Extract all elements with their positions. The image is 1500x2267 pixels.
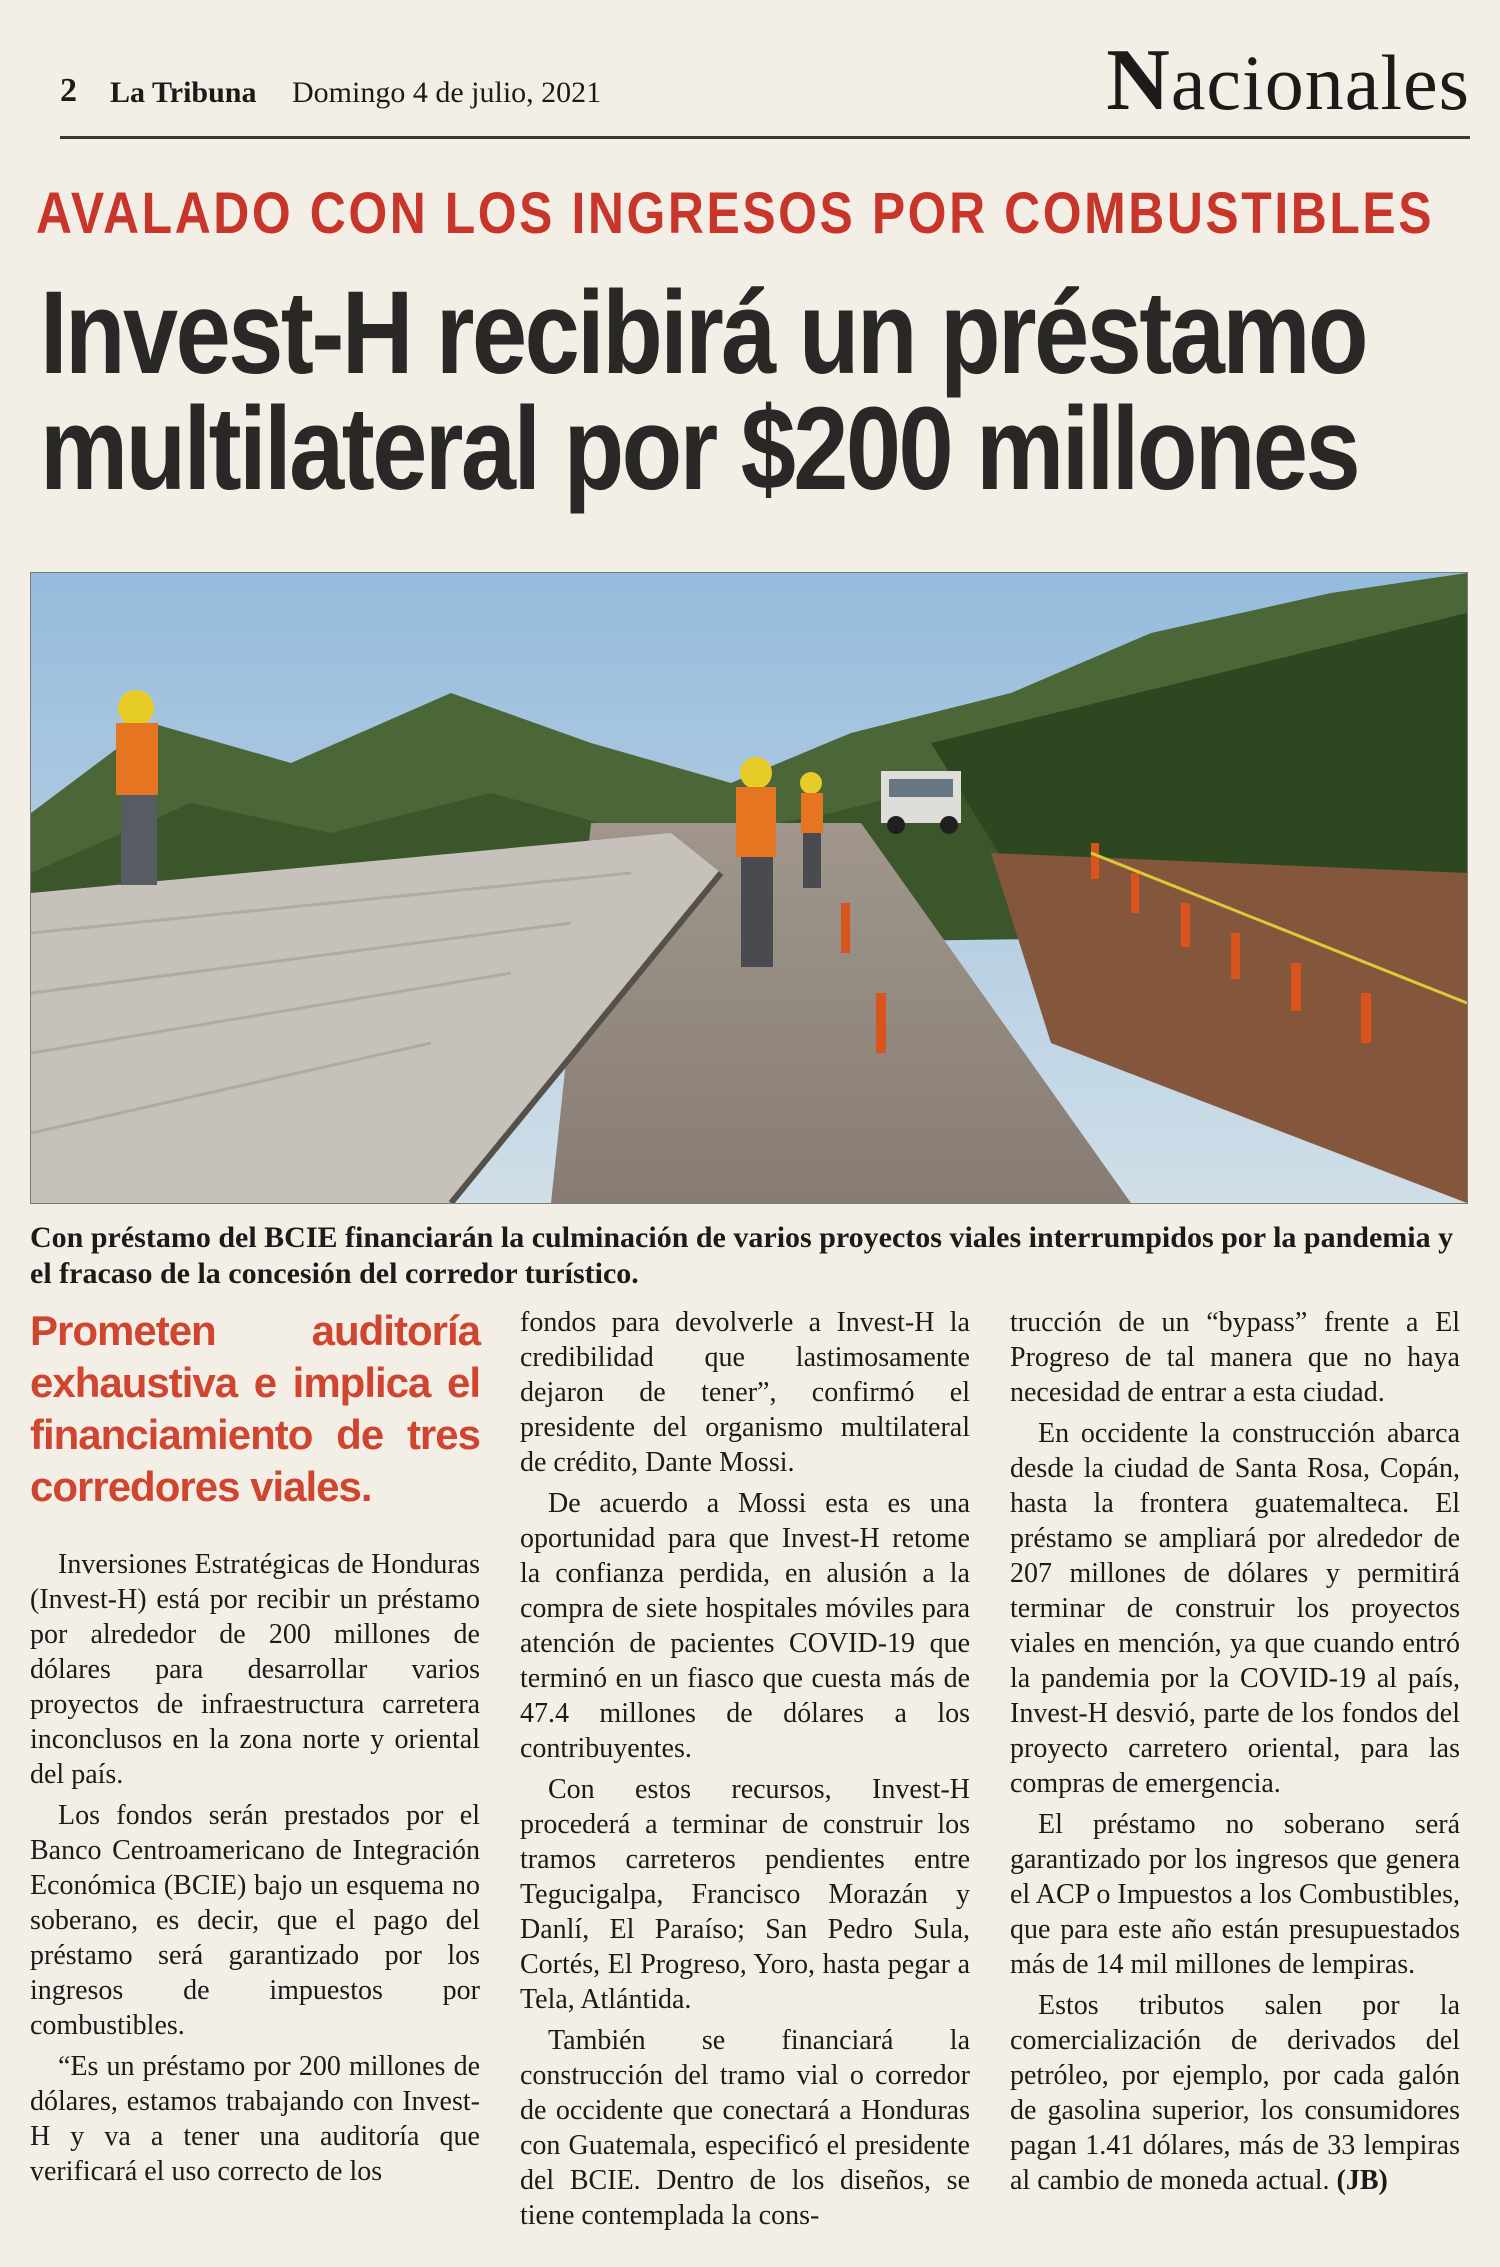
column-3 [1010,1305,1460,2204]
publication-date: Domingo 4 de julio, 2021 [292,76,602,109]
photo-caption: Con préstamo del BCIE financiarán la culminación de varios proyectos viales interrumpidos por la pandemia y el fracaso de la concesión del corredor turístico. [30,1221,1454,1290]
section-title [1106,30,1470,131]
paragraph: fondos para devolverle a Invest-H la credibilidad que lastimosamente dejaron de tener”, confirmó el presidente del organismo multilateral de crédito, Dante Mossi. [520,1307,970,1478]
road-construction-photo [30,572,1468,1204]
paragraph-final [1010,1988,1460,2198]
paragraph: Con estos recursos, Invest-H procederá a terminar de construir los tramos carreteros pendientes entre Tegucigalpa, Francisco Morazán y Danlí, El Paraíso; San Pedro Sula, Cortés, El Progreso, Yoro, hasta pegar a Tela, Atlántida. [520,1774,970,2015]
section-title-rest: acionales [1170,39,1470,126]
headline [40,267,1460,515]
paragraph: El préstamo no soberano será garantizado por los ingresos que genera el ACP o Impuestos a los Combustibles, que para este año están presupuestados más de 14 mil millones de lempiras. [1010,1809,1460,1980]
paragraph: Inversiones Estratégicas de Honduras (Invest-H) está por recibir un préstamo por alrededor de 200 millones de dólares para desarrollar varios proyectos de infraestructura carretera inconclusos en la zona norte y oriental del país. [30,1549,480,1790]
headline-line-1: Invest-H recibirá un préstamo [40,267,1367,399]
headline-line-2: multilateral por $200 millones [40,383,1359,515]
paragraph: trucción de un “bypass” frente a El Progreso de tal manera que no haya necesidad de entrar a esta ciudad. [1010,1307,1460,1408]
page-header [60,30,1470,130]
newspaper-brand: La Tribuna [110,76,257,109]
photo-illustration [31,573,1467,1203]
paragraph: Los fondos serán prestados por el Banco Centroamericano de Integración Económica (BCIE) bajo un esquema no soberano, es decir, que el pago del préstamo será garantizado por los ingresos de impuestos por combustibles. [30,1800,480,2041]
header-rule [60,136,1470,139]
column-2 [520,1305,970,2239]
author-signature: (JB) [1336,2165,1388,2196]
subheadline: Prometen auditoría exhaustiva e implica el financiamiento de tres corredores viales. [30,1307,480,1510]
final-paragraph-text: Estos tributos salen por la comercialización de derivados del petróleo, por ejemplo, por cada galón de gasolina superior, los consumidores pagan 1.41 dólares, más de 33 lempiras al cambio de moneda actual. [1010,1990,1460,2196]
page-number: 2 [60,72,77,109]
paragraph: “Es un préstamo por 200 millones de dólares, estamos trabajando con Invest-H y va a tener una auditoría que verificará el uso correcto de los [30,2051,480,2187]
kicker: AVALADO CON LOS INGRESOS POR COMBUSTIBLES [36,181,1435,246]
paragraph: De acuerdo a Mossi esta es una oportunidad para que Invest-H retome la confianza perdida, en alusión a la compra de siete hospitales móviles para atención de pacientes COVID-19 que terminó en un fiasco que cuesta más de 47.4 millones de dólares a los contribuyentes. [520,1488,970,1764]
column-1 [30,1305,480,2195]
section-title-initial: N [1106,32,1171,129]
paragraph: También se financiará la construcción del tramo vial o corredor de occidente que conectará a Honduras con Guatemala, especificó el presidente del BCIE. Dentro de los diseños, se tiene contemplada la cons- [520,2025,970,2231]
paragraph: En occidente la construcción abarca desde la ciudad de Santa Rosa, Copán, hasta la frontera guatemalteca. El préstamo se ampliará por alrededor de 207 millones de dólares y permitirá terminar de construir los proyectos viales en mención, ya que cuando entró la pandemia por la COVID-19 al país, Invest-H desvió, parte de los fondos del proyecto carretero oriental, para las compras de emergencia. [1010,1418,1460,1799]
